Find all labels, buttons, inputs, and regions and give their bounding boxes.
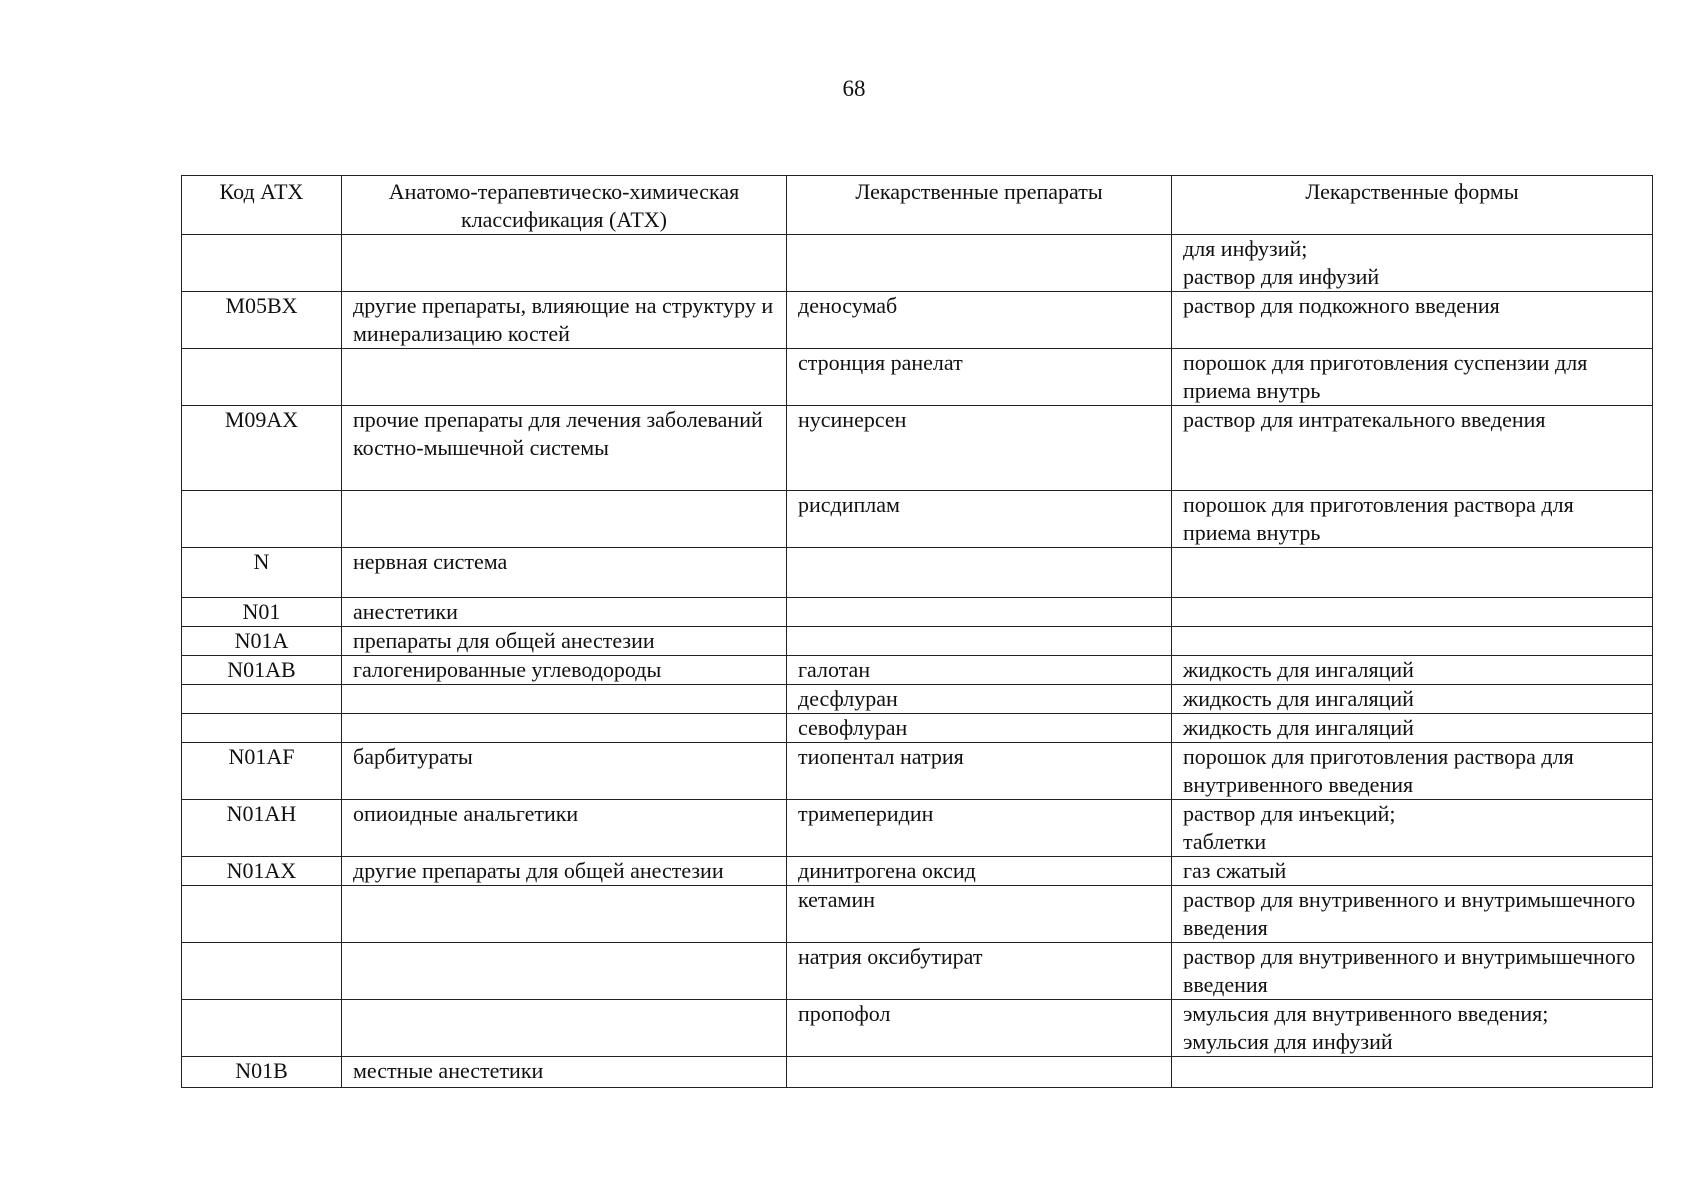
atx-code-cell xyxy=(182,1000,342,1057)
dosage-form-cell xyxy=(1172,627,1653,656)
drug-name-cell: динитрогена оксид xyxy=(787,857,1172,886)
table-row xyxy=(182,1057,1653,1088)
page-number: 68 xyxy=(842,76,866,101)
drug-name-cell: галотан xyxy=(787,656,1172,685)
drug-name-cell: стронция ранелат xyxy=(787,349,1172,406)
dosage-form-cell xyxy=(1172,598,1653,627)
table-row xyxy=(182,598,1653,627)
dosage-form-cell: раствор для инъекций; таблетки xyxy=(1172,800,1653,857)
dosage-form-cell: порошок для приготовления суспензии для приема внутрь xyxy=(1172,349,1653,406)
atx-code-cell xyxy=(182,714,342,743)
atx-code-cell xyxy=(182,886,342,943)
atx-code-cell: N xyxy=(182,548,342,598)
header-code: Код АТХ xyxy=(182,176,342,235)
dosage-form-cell: раствор для интратекального введения xyxy=(1172,406,1653,491)
header-forms: Лекарственные формы xyxy=(1172,176,1653,235)
dosage-form-cell: раствор для подкожного введения xyxy=(1172,292,1653,349)
atx-classification-cell xyxy=(342,685,787,714)
table-row xyxy=(182,886,1653,943)
drug-name-cell xyxy=(787,598,1172,627)
drug-name-cell: десфлуран xyxy=(787,685,1172,714)
dosage-form-cell: для инфузий; раствор для инфузий xyxy=(1172,235,1653,292)
atx-code-cell: N01A xyxy=(182,627,342,656)
atx-code-cell: M09AX xyxy=(182,406,342,491)
table-row xyxy=(182,491,1653,548)
dosage-form-cell: газ сжатый xyxy=(1172,857,1653,886)
table-row xyxy=(182,349,1653,406)
atx-code-cell xyxy=(182,943,342,1000)
drug-name-cell: тиопентал натрия xyxy=(787,743,1172,800)
atx-classification-cell: другие препараты, влияющие на структуру и минерализацию костей xyxy=(342,292,787,349)
atx-code-cell: N01AX xyxy=(182,857,342,886)
dosage-form-cell xyxy=(1172,1057,1653,1088)
atx-classification-cell: нервная система xyxy=(342,548,787,598)
atx-classification-cell xyxy=(342,943,787,1000)
table-row xyxy=(182,685,1653,714)
atx-code-cell: N01AH xyxy=(182,800,342,857)
dosage-form-cell xyxy=(1172,548,1653,598)
drug-name-cell: рисдиплам xyxy=(787,491,1172,548)
drug-name-cell xyxy=(787,548,1172,598)
header-classification: Анатомо-терапевтическо-химическая классификация (АТХ) xyxy=(342,176,787,235)
dosage-form-cell: порошок для приготовления раствора для внутривенного введения xyxy=(1172,743,1653,800)
table-row xyxy=(182,292,1653,349)
drug-name-cell: пропофол xyxy=(787,1000,1172,1057)
dosage-form-cell: порошок для приготовления раствора для приема внутрь xyxy=(1172,491,1653,548)
atx-classification-cell: галогенированные углеводороды xyxy=(342,656,787,685)
atx-code-cell: N01AB xyxy=(182,656,342,685)
dosage-form-cell: раствор для внутривенного и внутримышечного введения xyxy=(1172,886,1653,943)
atx-code-cell xyxy=(182,685,342,714)
drug-name-cell: тримеперидин xyxy=(787,800,1172,857)
dosage-form-cell: жидкость для ингаляций xyxy=(1172,685,1653,714)
drug-name-cell xyxy=(787,1057,1172,1088)
atx-classification-cell xyxy=(342,714,787,743)
atx-classification-cell xyxy=(342,491,787,548)
atx-classification-cell: прочие препараты для лечения заболеваний костно-мышечной системы xyxy=(342,406,787,491)
atx-code-cell: N01B xyxy=(182,1057,342,1088)
dosage-form-cell: эмульсия для внутривенного введения; эмульсия для инфузий xyxy=(1172,1000,1653,1057)
atx-code-cell xyxy=(182,235,342,292)
table-row xyxy=(182,943,1653,1000)
table-row xyxy=(182,548,1653,598)
table-row xyxy=(182,627,1653,656)
atx-classification-cell xyxy=(342,349,787,406)
drug-name-cell xyxy=(787,235,1172,292)
table-row xyxy=(182,743,1653,800)
table-body xyxy=(182,235,1653,1088)
table-row xyxy=(182,406,1653,491)
atx-code-cell: N01 xyxy=(182,598,342,627)
drug-name-cell: севофлуран xyxy=(787,714,1172,743)
drug-name-cell: натрия оксибутират xyxy=(787,943,1172,1000)
table-row xyxy=(182,1000,1653,1057)
atx-code-cell: N01AF xyxy=(182,743,342,800)
table-row xyxy=(182,714,1653,743)
dosage-form-cell: раствор для внутривенного и внутримышечного введения xyxy=(1172,943,1653,1000)
drug-name-cell: кетамин xyxy=(787,886,1172,943)
drug-name-cell: деносумаб xyxy=(787,292,1172,349)
dosage-form-cell: жидкость для ингаляций xyxy=(1172,656,1653,685)
atx-classification-cell: анестетики xyxy=(342,598,787,627)
atx-classification-cell xyxy=(342,235,787,292)
header-drugs: Лекарственные препараты xyxy=(787,176,1172,235)
table-row xyxy=(182,800,1653,857)
atx-classification-cell xyxy=(342,1000,787,1057)
drug-name-cell: нусинерсен xyxy=(787,406,1172,491)
atx-code-cell xyxy=(182,349,342,406)
atx-classification-cell: опиоидные анальгетики xyxy=(342,800,787,857)
atx-classification-cell: местные анестетики xyxy=(342,1057,787,1088)
atx-classification-cell: другие препараты для общей анестезии xyxy=(342,857,787,886)
table-row xyxy=(182,235,1653,292)
atx-classification-cell: препараты для общей анестезии xyxy=(342,627,787,656)
table-row xyxy=(182,857,1653,886)
table-row xyxy=(182,656,1653,685)
atx-classification-cell xyxy=(342,886,787,943)
atx-code-cell xyxy=(182,491,342,548)
drug-name-cell xyxy=(787,627,1172,656)
atx-classification-cell: барбитураты xyxy=(342,743,787,800)
dosage-form-cell: жидкость для ингаляций xyxy=(1172,714,1653,743)
atx-code-cell: M05BX xyxy=(182,292,342,349)
table-header-row xyxy=(182,176,1653,235)
atx-drug-table xyxy=(181,175,1653,1088)
